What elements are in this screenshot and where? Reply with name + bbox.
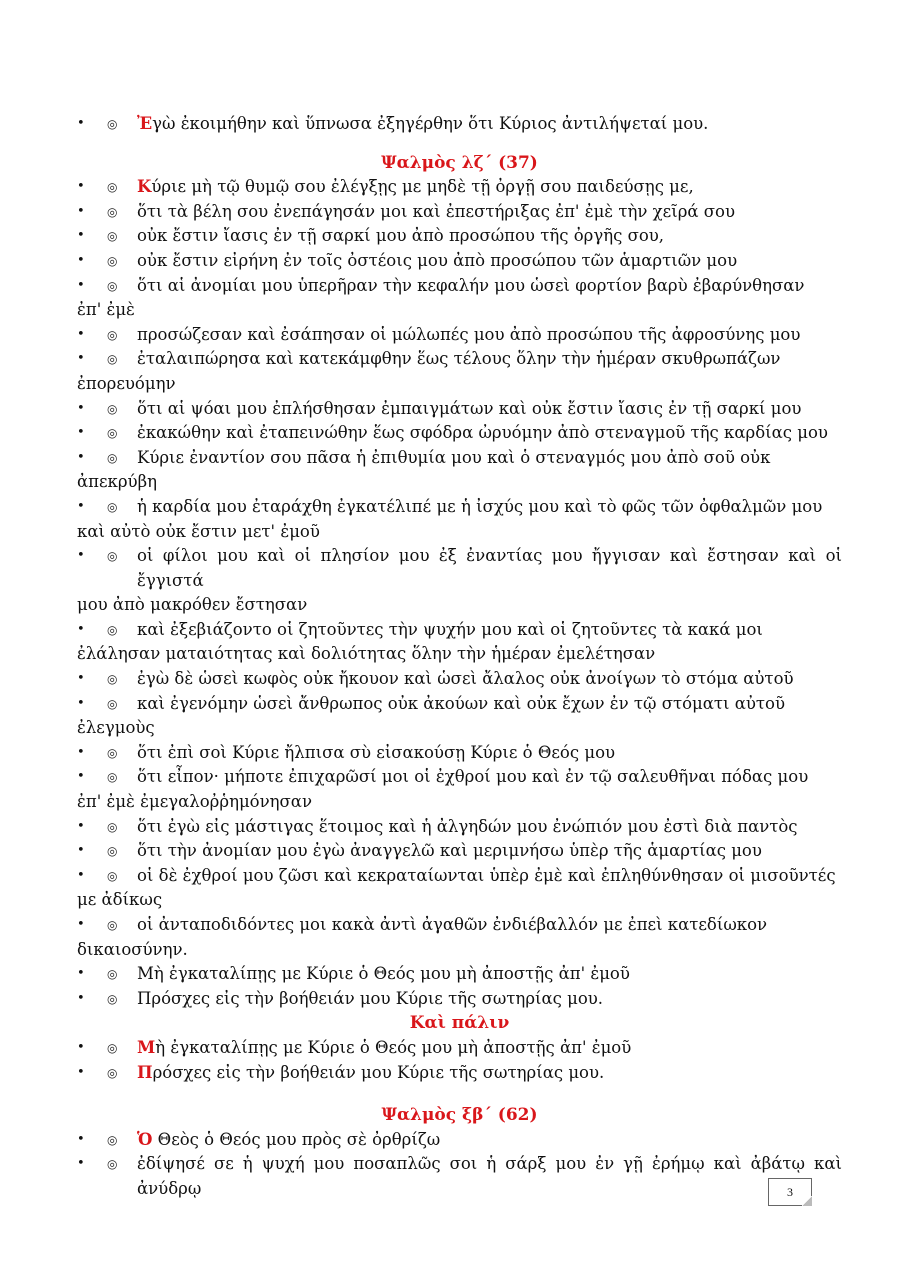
bullet-icon: •	[77, 116, 85, 131]
page-curl-icon	[802, 1196, 812, 1206]
verse-body: ὴ ἐγκαταλίπῃς με Κύριε ὁ Θεός μου μὴ ἀποστῇς ἀπ' ἐμοῦ	[155, 1037, 632, 1057]
verse-body: γὼ ἐκοιμήθην καὶ ὕπνωσα ἐξηγέρθην ὅτι Κύριος ἀντιλήψεταί μου.	[152, 114, 709, 133]
verse-body: οἱ φίλοι μου καὶ οἱ πλησίον μου ἐξ ἐναντίας μου ἤγγισαν καὶ ἔστησαν καὶ οἱ ἔγγιστά	[137, 546, 842, 590]
verse-line	[77, 397, 842, 422]
verse-continuation: ἐπ' ἐμὲ	[77, 300, 135, 320]
verse-line	[77, 112, 842, 137]
verse-initial: Κ	[137, 177, 152, 197]
psalm-62-heading: Ψαλμὸς ξβ΄ (62)	[381, 1105, 538, 1126]
bullet-icon: •	[77, 228, 85, 244]
verse-continuation: ἐπορευόμην	[77, 373, 176, 393]
verse-body: ύριε μὴ τῷ θυμῷ σου ἐλέγξῃς με μηδὲ τῇ ὀργῇ σου παιδεύσῃς με,	[151, 177, 694, 197]
verse-line	[77, 421, 842, 446]
verse-line	[77, 274, 842, 299]
verse-line	[77, 200, 842, 225]
verse-line	[77, 962, 842, 987]
verse-continuation: με ἀδίκως	[77, 890, 163, 910]
document-page	[77, 112, 842, 1202]
spiral-icon: ◎	[107, 327, 118, 342]
verse-body: ὅτι αἱ ψόαι μου ἐπλήσθησαν ἐμπαιγμάτων καὶ οὐκ ἔστιν ἴασις ἐν τῇ σαρκί μου	[137, 398, 802, 418]
bullet-icon: •	[77, 449, 85, 465]
spiral-icon: ◎	[107, 1065, 118, 1080]
verse-continuation: δικαιοσύνην.	[77, 939, 188, 959]
spiral-icon: ◎	[107, 991, 118, 1006]
verse-line	[77, 987, 842, 1012]
spiral-icon: ◎	[107, 745, 118, 760]
verse-line	[77, 175, 842, 200]
spiral-icon: ◎	[107, 1132, 118, 1147]
verse-body: ἡ καρδία μου ἐταράχθη ἐγκατέλιπέ με ἡ ἰσχύς μου καὶ τὸ φῶς τῶν ὀφθαλμῶν μου	[137, 496, 823, 516]
psalm-37-verses	[77, 175, 842, 1011]
verse-text	[137, 446, 842, 471]
verse-text	[137, 224, 842, 249]
verse-initial: Ὁ	[137, 1129, 153, 1149]
spiral-icon: ◎	[107, 622, 118, 637]
psalm-37-heading: Ψαλμὸς λζ΄ (37)	[381, 152, 538, 173]
page-number: 3	[787, 1184, 793, 1199]
verse-text	[137, 397, 842, 422]
verse-line	[77, 1152, 842, 1201]
spiral-icon: ◎	[107, 967, 118, 982]
verse-body: καὶ ἐξεβιάζοντο οἱ ζητοῦντες τὴν ψυχήν μου καὶ οἱ ζητοῦντες τὰ κακά μοι	[137, 619, 763, 639]
bullet-icon: •	[77, 621, 85, 637]
verse-text	[137, 987, 842, 1012]
verse-text	[137, 421, 842, 446]
verse-text	[137, 839, 842, 864]
spiral-icon: ◎	[107, 401, 118, 416]
spiral-icon: ◎	[107, 672, 118, 687]
verse-body: ὅτι ἐπὶ σοὶ Κύριε ἤλπισα σὺ εἰσακούσῃ Κύριε ὁ Θεός μου	[137, 742, 616, 762]
verse-text	[137, 200, 842, 225]
verse-body: ρόσχες εἰς τὴν βοήθειάν μου Κύριε τῆς σωτηρίας μου.	[152, 1062, 605, 1082]
bullet-icon: •	[77, 744, 85, 760]
verse-line	[77, 1036, 842, 1061]
psalm-62-verses	[77, 1128, 842, 1202]
bullet-icon: •	[77, 425, 85, 441]
verse-continuation: ἐλάλησαν ματαιότητας καὶ δολιότητας ὅλην τὴν ἡμέραν ἐμελέτησαν	[77, 644, 656, 664]
verse-text	[137, 913, 842, 938]
kai-palin-heading: Καὶ πάλιν	[409, 1013, 510, 1034]
verse-continuation: καὶ αὐτὸ οὐκ ἔστιν μετ' ἐμοῦ	[77, 521, 320, 541]
verse-text	[137, 249, 842, 274]
verse-text	[137, 495, 842, 520]
bullet-icon: •	[77, 252, 85, 268]
verse-text	[137, 667, 842, 692]
verse-text	[137, 1152, 842, 1201]
spiral-icon: ◎	[107, 549, 118, 564]
verse-body: ἐκακώθην καὶ ἐταπεινώθην ἕως σφόδρα ὠρυόμην ἀπὸ στεναγμοῦ τῆς καρδίας μου	[137, 423, 828, 443]
bullet-icon: •	[77, 966, 85, 982]
bullet-icon: •	[77, 1064, 85, 1080]
verse-line	[77, 347, 842, 372]
verse-body: Μὴ ἐγκαταλίπῃς με Κύριε ὁ Θεός μου μὴ ἀποστῇς ἀπ' ἐμοῦ	[137, 964, 630, 984]
verse-text	[137, 864, 842, 889]
verse-continuation: ἐπ' ἐμὲ ἐμεγαλοῤῥημόνησαν	[77, 792, 312, 812]
bullet-icon: •	[77, 917, 85, 932]
verse-body: ἐδίψησέ σε ἡ ψυχή μου ποσαπλῶς σοι ἡ σάρξ μου ἐν γῇ ἐρήμῳ καὶ ἀβάτῳ καὶ ἀνύδρῳ	[137, 1154, 842, 1198]
bullet-icon: •	[77, 818, 85, 834]
spiral-icon: ◎	[107, 770, 118, 785]
verse-line	[77, 224, 842, 249]
bullet-icon: •	[77, 769, 85, 785]
verse-body: Πρόσχες εἰς τὴν βοήθειάν μου Κύριε τῆς σωτηρίας μου.	[137, 988, 604, 1008]
verse-line	[77, 446, 842, 471]
bullet-icon: •	[77, 548, 85, 564]
spiral-icon: ◎	[107, 696, 118, 711]
verse-text	[137, 962, 842, 987]
verse-line	[77, 815, 842, 840]
verse-body: ὅτι τὰ βέλη σου ἐνεπάγησάν μοι καὶ ἐπεστήριξας ἐπ' ἐμὲ τὴν χεῖρά σου	[137, 201, 736, 221]
verse-line	[77, 544, 842, 593]
verse-text	[137, 692, 842, 717]
verse-text	[137, 274, 842, 299]
spiral-icon: ◎	[107, 868, 118, 883]
verse-text	[137, 765, 842, 790]
verse-body: ὅτι τὴν ἀνομίαν μου ἐγὼ ἀναγγελῶ καὶ μεριμνήσω ὑπὲρ τῆς ἁμαρτίας μου	[137, 841, 762, 861]
verse-text	[137, 347, 842, 372]
verse-body: ἐγὼ δὲ ὡσεὶ κωφὸς οὐκ ἤκουον καὶ ὡσεὶ ἄλαλος οὐκ ἀνοίγων τὸ στόμα αὐτοῦ	[137, 669, 794, 689]
verse-initial: Ἐ	[137, 114, 153, 133]
page-number-box	[768, 1178, 812, 1206]
verse-body: προσώζεσαν καὶ ἐσάπησαν οἱ μώλωπές μου ἀπὸ προσώπου τῆς ἀφροσύνης μου	[137, 324, 801, 344]
verse-line	[77, 913, 842, 938]
verse-line	[77, 765, 842, 790]
verse-body: ἐταλαιπώρησα καὶ κατεκάμφθην ἕως τέλους ὅλην τὴν ἡμέραν σκυθρωπάζων	[137, 349, 781, 369]
verse-continuation: μου ἀπὸ μακρόθεν ἔστησαν	[77, 595, 308, 615]
verse-group-pre	[77, 112, 842, 137]
verse-text	[137, 1128, 842, 1153]
verse-line	[77, 839, 842, 864]
verse-text	[137, 1036, 842, 1061]
verse-line	[77, 323, 842, 348]
verse-line	[77, 692, 842, 717]
verse-initial: Μ	[137, 1037, 156, 1057]
spiral-icon: ◎	[107, 352, 118, 367]
verse-body: ὅτι αἱ ἀνομίαι μου ὑπερῆραν τὴν κεφαλήν μου ὡσεὶ φορτίον βαρὺ ἐβαρύνθησαν	[137, 275, 805, 295]
bullet-icon: •	[77, 179, 85, 195]
verse-initial: Π	[137, 1062, 153, 1082]
verse-body: καὶ ἐγενόμην ὡσεὶ ἄνθρωπος οὐκ ἀκούων καὶ οὐκ ἔχων ἐν τῷ στόματι αὐτοῦ	[137, 693, 785, 713]
kai-palin-verses	[77, 1036, 842, 1085]
verse-line	[77, 667, 842, 692]
bullet-icon: •	[77, 990, 85, 1006]
bullet-icon: •	[77, 326, 85, 342]
verse-text	[137, 618, 842, 643]
spiral-icon: ◎	[107, 229, 118, 244]
bullet-icon: •	[77, 843, 85, 859]
bullet-icon: •	[77, 1131, 85, 1147]
verse-continuation: ἐλεγμοὺς	[77, 718, 155, 738]
verse-line	[77, 864, 842, 889]
verse-body: οὐκ ἔστιν ἴασις ἐν τῇ σαρκί μου ἀπὸ προσώπου τῆς ὀργῆς σου,	[137, 226, 665, 246]
verse-line	[77, 249, 842, 274]
verse-body: οἱ δὲ ἐχθροί μου ζῶσι καὶ κεκραταίωνται ὑπὲρ ἐμὲ καὶ ἐπληθύνθησαν οἱ μισοῦντές	[137, 865, 836, 885]
verse-text	[137, 175, 842, 200]
spiral-icon: ◎	[107, 117, 118, 131]
verse-line	[77, 1128, 842, 1153]
bullet-icon: •	[77, 671, 85, 687]
spiral-icon: ◎	[107, 918, 118, 932]
bullet-icon: •	[77, 867, 85, 883]
spiral-icon: ◎	[107, 819, 118, 834]
spiral-icon: ◎	[107, 1157, 118, 1172]
verse-text	[137, 544, 842, 593]
verse-body: οὐκ ἔστιν εἰρήνη ἐν τοῖς ὀστέοις μου ἀπὸ προσώπου τῶν ἁμαρτιῶν μου	[137, 250, 738, 270]
verse-text	[137, 1061, 842, 1086]
verse-line	[77, 741, 842, 766]
verse-body: ὅτι εἶπον· μήποτε ἐπιχαρῶσί μοι οἱ ἐχθροί μου καὶ ἐν τῷ σαλευθῆναι πόδας μου	[137, 767, 809, 787]
verse-continuation: ἀπεκρύβη	[77, 472, 158, 492]
bullet-icon: •	[77, 400, 85, 416]
verse-text	[137, 323, 842, 348]
bullet-icon: •	[77, 498, 85, 514]
verse-text	[137, 741, 842, 766]
spiral-icon: ◎	[107, 204, 118, 219]
spiral-icon: ◎	[107, 450, 118, 465]
verse-body: οἱ ἀνταποδιδόντες μοι κακὰ ἀντὶ ἀγαθῶν ἐνδιέβαλλόν με ἐπεὶ κατεδίωκον	[137, 915, 768, 934]
bullet-icon: •	[77, 351, 85, 367]
spiral-icon: ◎	[107, 253, 118, 268]
bullet-icon: •	[77, 1156, 85, 1172]
spiral-icon: ◎	[107, 499, 118, 514]
verse-text	[137, 815, 842, 840]
spiral-icon: ◎	[107, 278, 118, 293]
verse-body: ὅτι ἐγὼ εἰς μάστιγας ἕτοιμος καὶ ἡ ἀλγηδών μου ἐνώπιόν μου ἐστὶ διὰ παντὸς	[137, 816, 798, 836]
spiral-icon: ◎	[107, 844, 118, 859]
bullet-icon: •	[77, 695, 85, 711]
bullet-icon: •	[77, 1039, 85, 1055]
verse-body: Κύριε ἐναντίον σου πᾶσα ἡ ἐπιθυμία μου καὶ ὁ στεναγμός μου ἀπὸ σοῦ οὐκ	[137, 447, 771, 467]
verse-line	[77, 618, 842, 643]
verse-line	[77, 495, 842, 520]
spiral-icon: ◎	[107, 180, 118, 195]
bullet-icon: •	[77, 277, 85, 293]
verse-body: Θεὸς ὁ Θεός μου πρὸς σὲ ὀρθρίζω	[152, 1129, 441, 1149]
verse-line	[77, 1061, 842, 1086]
bullet-icon: •	[77, 203, 85, 219]
verse-text	[137, 112, 842, 137]
spiral-icon: ◎	[107, 426, 118, 441]
spiral-icon: ◎	[107, 1040, 118, 1055]
